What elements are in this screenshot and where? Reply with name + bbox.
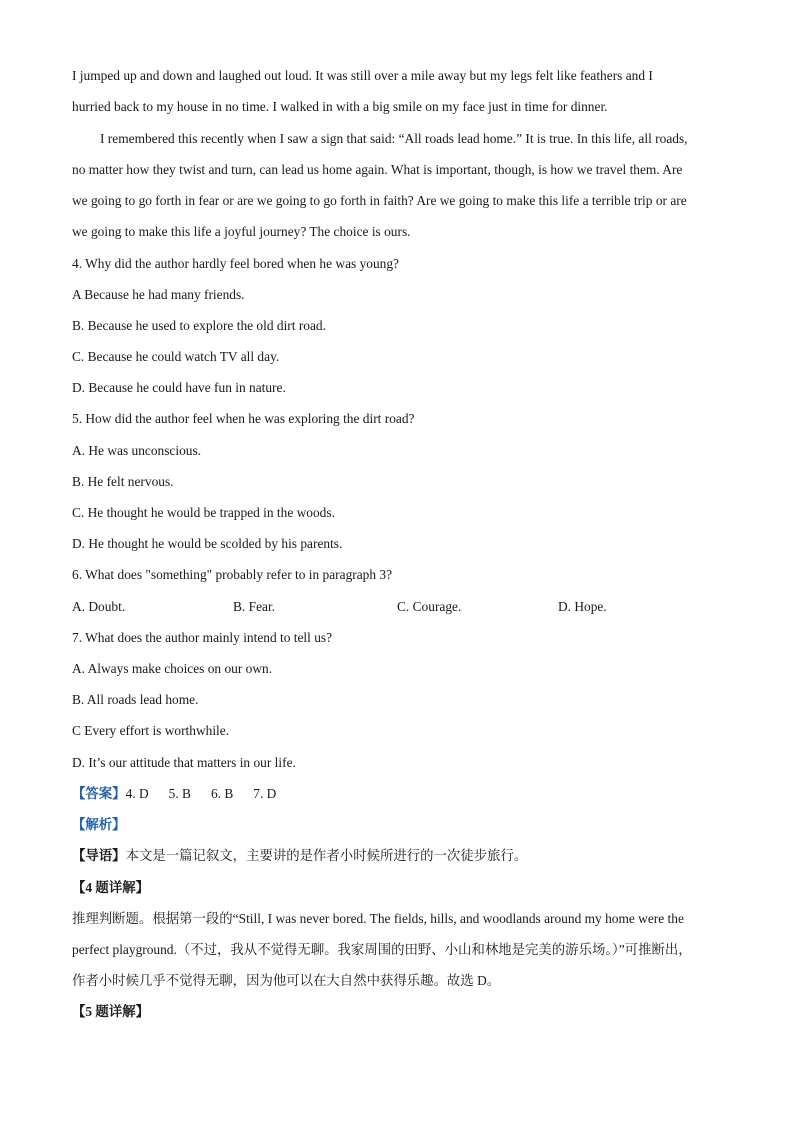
option-d: D. He thought he would be scolded by his parents. <box>72 536 343 551</box>
passage-line: we going to make this life a joyful journey? The choice is ours. <box>72 224 411 239</box>
question-stem: 7. What does the author mainly intend to tell us? <box>72 630 333 645</box>
analysis-tag: 【解析】 <box>72 817 126 832</box>
option-d: D. Hope. <box>558 599 607 614</box>
passage-line: I jumped up and down and laughed out loud. It was still over a mile away but my legs felt like feathers and I <box>72 68 653 83</box>
answer-7: 7. D <box>253 786 277 801</box>
question-stem: 6. What does "something" probably refer to in paragraph 3? <box>72 567 393 582</box>
answer-5: 5. B <box>168 786 191 801</box>
option-d: D. Because he could have fun in nature. <box>72 380 286 395</box>
q4-detail-line: 作者小时候几乎不觉得无聊，因为他可以在大自然中获得乐趣。故选 D。 <box>72 973 501 988</box>
option-c: C Every effort is worthwhile. <box>72 723 230 738</box>
analysis-heading <box>72 816 722 834</box>
option-a: A. Doubt. <box>72 599 126 614</box>
option-c: C. Because he could watch TV all day. <box>72 349 280 364</box>
intro-tag: 【导语】 <box>72 848 126 863</box>
answer-4: 4. D <box>125 786 149 801</box>
q4-detail-line: 推理判断题。根据第一段的“Still, I was never bored. The fields, hills, and woodlands around my home were the <box>72 911 684 926</box>
option-a: A. He was unconscious. <box>72 443 202 458</box>
passage-line: hurried back to my house in no time. I walked in with a big smile on my face just in time for dinner. <box>72 99 608 114</box>
option-b: B. Fear. <box>233 599 276 614</box>
option-c: C. Courage. <box>397 599 462 614</box>
passage-line: we going to go forth in fear or are we going to go forth in faith? Are we going to make this life a terrible trip or are <box>72 193 687 208</box>
option-b: B. Because he used to explore the old dirt road. <box>72 318 326 333</box>
q4-detail-heading: 【4 题详解】 <box>72 880 149 895</box>
answer-tag: 【答案】 <box>72 786 126 801</box>
intro-text: 本文是一篇记叙文，主要讲的是作者小时候所进行的一次徒步旅行。 <box>125 848 528 863</box>
q4-detail-line: perfect playground.（不过，我从不觉得无聊。我家周围的田野、小山和林地是完美的游乐场。）”可推断出， <box>72 942 692 957</box>
question-stem: 4. Why did the author hardly feel bored when he was young? <box>72 256 399 271</box>
intro-line <box>72 847 722 865</box>
option-a: A. Always make choices on our own. <box>72 661 273 676</box>
option-d: D. It’s our attitude that matters in our life. <box>72 755 296 770</box>
option-c: C. He thought he would be trapped in the woods. <box>72 505 335 520</box>
answer-6: 6. B <box>210 786 234 801</box>
question-stem: 5. How did the author feel when he was exploring the dirt road? <box>72 411 415 426</box>
passage-line: no matter how they twist and turn, can lead us home again. What is important, though, is how we travel them. Are <box>72 162 683 177</box>
option-a: A Because he had many friends. <box>72 287 245 302</box>
q5-detail-heading: 【5 题详解】 <box>72 1004 149 1019</box>
option-b: B. He felt nervous. <box>72 474 174 489</box>
option-b: B. All roads lead home. <box>72 692 199 707</box>
options-row <box>72 598 722 616</box>
passage-line: I remembered this recently when I saw a sign that said: “All roads lead home.” It is true. In this life, all roads, <box>100 131 688 146</box>
answer-line <box>72 785 722 803</box>
